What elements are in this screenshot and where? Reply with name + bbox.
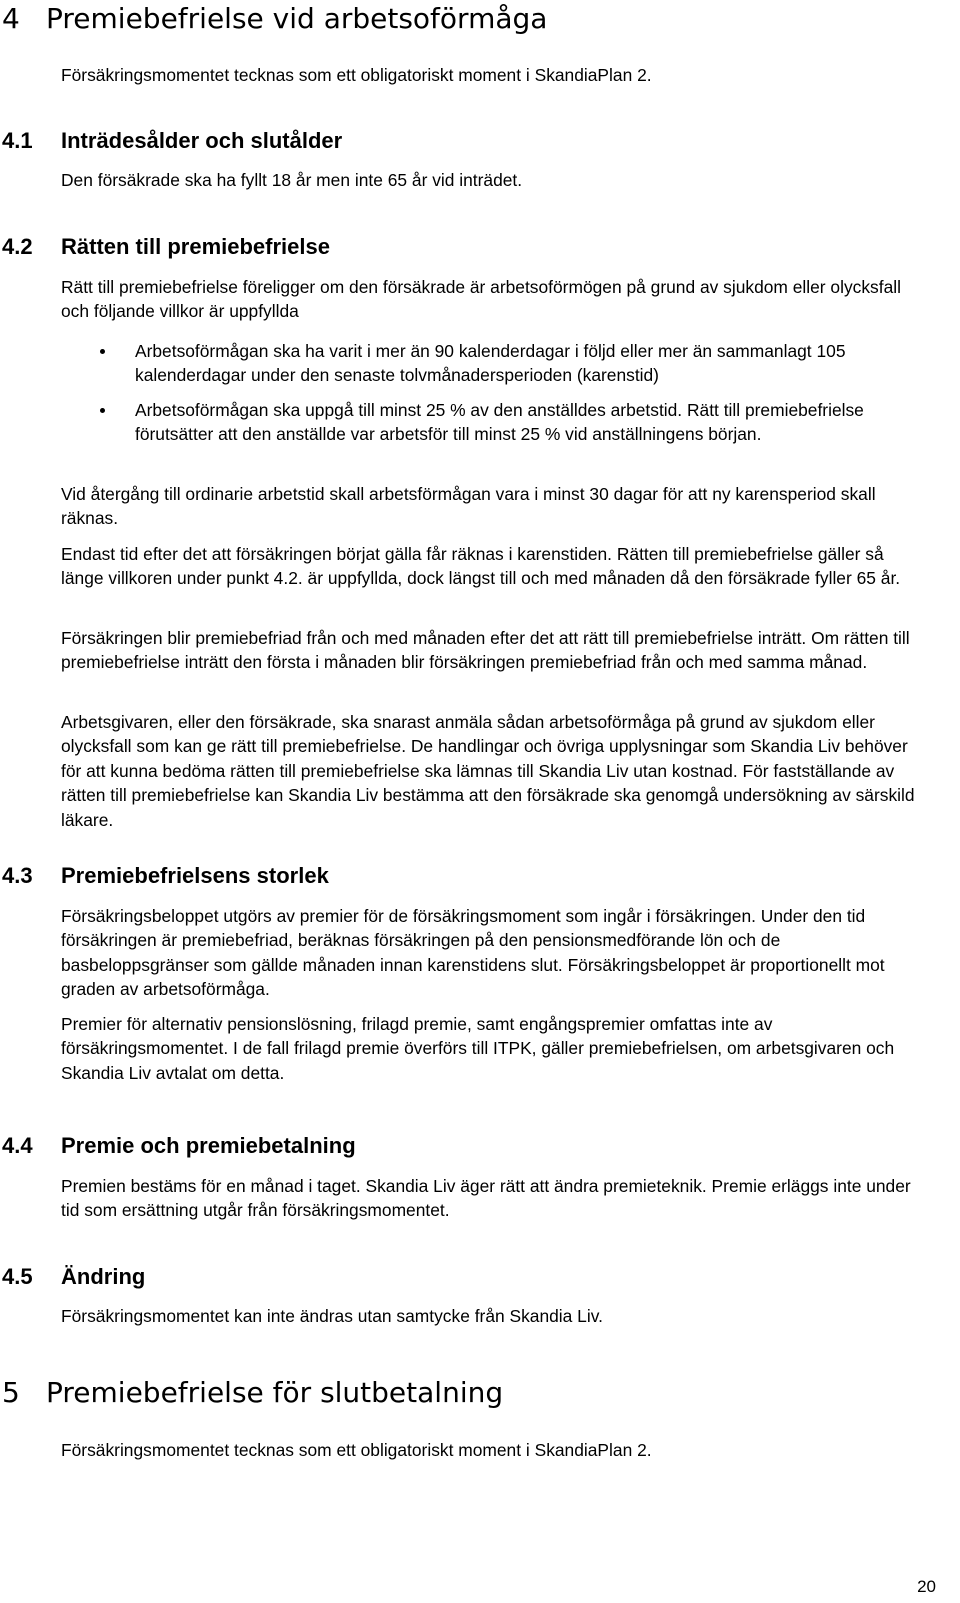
- heading-number: 4.5: [2, 1264, 33, 1289]
- section-4-2-paragraph: Försäkringen blir premiebefriad från och med månaden efter det att rätt till premiebefrielse inträtt. Om rätten till premiebefrielse inträtt den första i månaden blir försäkringen premiebefriad från och med samma månad.: [61, 628, 910, 673]
- list-item-text: Arbetsoförmågan ska uppgå till minst 25 % av den anställdes arbetstid. Rätt till premiebefrielse förutsätter att den anställde var arbetsför till minst 25 % vid anställningens början.: [135, 400, 864, 445]
- section-4-2-paragraph: Arbetsgivaren, eller den försäkrade, ska snarast anmäla sådan arbetsoförmåga på grund av sjukdom eller olycksfall som kan ge rätt till premiebefrielse. De handlingar och övriga upplysningar som Skandia Liv behöver för att kunna bedöma rätten till premiebefrielse ska lämnas till Skandia Liv utan kostnad. För fastställande av rätten till premiebefrielse kan Skandia Liv bestämma att den försäkrade ska genomgå undersökning av särskild läkare.: [61, 712, 915, 830]
- heading-title: Ändring: [61, 1264, 146, 1289]
- section-4-2-intro: Rätt till premiebefrielse föreligger om den försäkrade är arbetsoförmögen på grund av sjukdom eller olycksfall och följande villkor är uppfyllda: [61, 277, 901, 322]
- heading-title: Premiebefrielsens storlek: [61, 863, 329, 888]
- section-4-4-text: Premien bestäms för en månad i taget. Skandia Liv äger rätt att ändra premieteknik. Premie erläggs inte under tid som ersättning utgår från försäkringsmomentet.: [61, 1176, 911, 1221]
- bullet-icon: [100, 349, 105, 354]
- section-4-intro: Försäkringsmomentet tecknas som ett obligatoriskt moment i SkandiaPlan 2.: [61, 65, 652, 85]
- heading-number: 4.2: [2, 234, 33, 259]
- heading-title: Premiebefrielse för slutbetalning: [46, 1376, 504, 1409]
- section-4-5-text: Försäkringsmomentet kan inte ändras utan samtycke från Skandia Liv.: [61, 1306, 603, 1326]
- section-4-1-text: Den försäkrade ska ha fyllt 18 år men inte 65 år vid inträdet.: [61, 170, 523, 190]
- heading-section-4-3: [2, 863, 329, 889]
- heading-section-4-5: [2, 1264, 145, 1290]
- heading-section-4-4: [2, 1133, 356, 1159]
- heading-number: 5: [2, 1376, 20, 1409]
- heading-title: Premiebefrielse vid arbetsoförmåga: [46, 2, 548, 35]
- bullet-icon: [100, 408, 105, 413]
- heading-section-4-2: [2, 234, 330, 260]
- heading-title: Inträdesålder och slutålder: [61, 128, 343, 153]
- heading-section-4-1: [2, 128, 342, 154]
- list-item-text: Arbetsoförmågan ska ha varit i mer än 90 kalenderdagar i följd eller mer än sammanlagt 105 kalenderdagar under den senaste tolvmånadersperioden (karenstid): [135, 341, 846, 386]
- section-5-intro: Försäkringsmomentet tecknas som ett obligatoriskt moment i SkandiaPlan 2.: [61, 1440, 652, 1460]
- page-number: 20: [917, 1577, 936, 1596]
- heading-title: Premie och premiebetalning: [61, 1133, 356, 1158]
- section-4-2-paragraph: Vid återgång till ordinarie arbetstid skall arbetsförmågan vara i minst 30 dagar för att ny karensperiod skall räknas.: [61, 484, 876, 529]
- heading-number: 4.3: [2, 863, 33, 888]
- heading-section-4: [2, 2, 547, 35]
- heading-number: 4.4: [2, 1133, 33, 1158]
- heading-number: 4: [2, 2, 20, 35]
- heading-section-5: [2, 1376, 503, 1409]
- section-4-3-paragraph: Premier för alternativ pensionslösning, frilagd premie, samt engångspremier omfattas inte av försäkringsmomentet. I de fall frilagd premie överförs till ITPK, gäller premiebefrielsen, om arbetsgivaren och Skandia Liv avtalat om detta.: [61, 1014, 895, 1083]
- section-4-2-paragraph: Endast tid efter det att försäkringen börjat gälla får räknas i karenstiden. Rätten till premiebefrielse gäller så länge villkoren under punkt 4.2. är uppfyllda, dock längst till och med månaden då den försäkrade fyller 65 år.: [61, 544, 901, 589]
- section-4-3-paragraph: Försäkringsbeloppet utgörs av premier för de försäkringsmoment som ingår i försäkringen. Under den tid försäkringen är premiebefriad, beräknas försäkringen på den pensionsmedförande lön och de basbeloppsgränser som gällde månaden innan karenstidens slut. Försäkringsbeloppet är proportionellt mot graden av arbetsoförmåga.: [61, 906, 885, 1000]
- heading-title: Rätten till premiebefrielse: [61, 234, 330, 259]
- heading-number: 4.1: [2, 128, 33, 153]
